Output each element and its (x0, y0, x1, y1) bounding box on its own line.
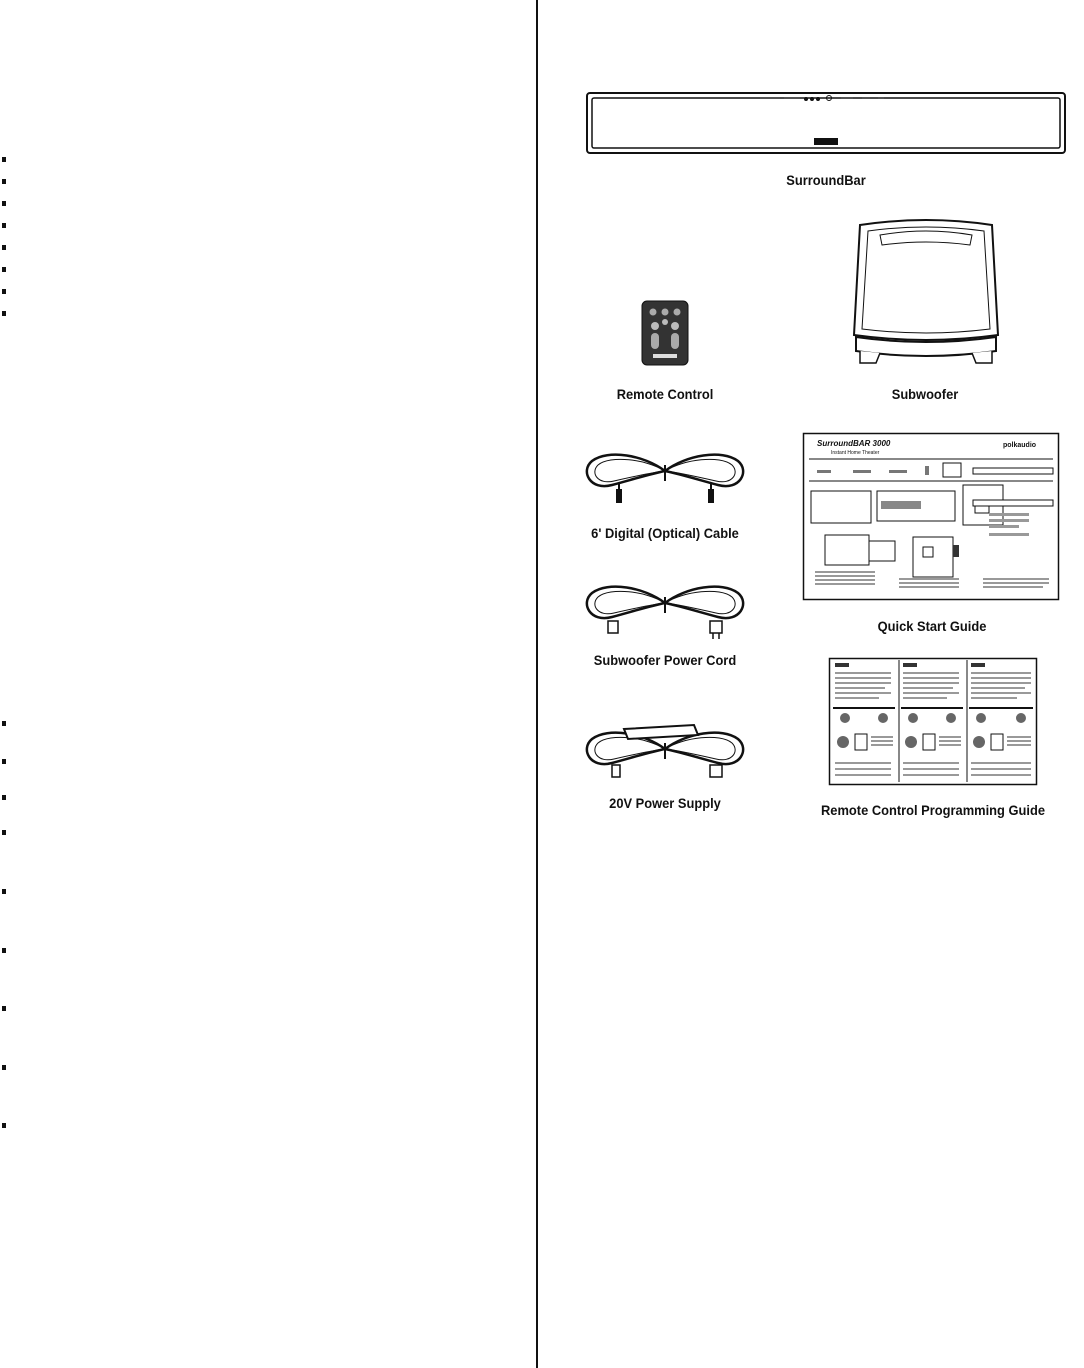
power-cord-illustration (584, 583, 746, 641)
quick-start-guide-caption: Quick Start Guide (877, 618, 987, 634)
programming-guide-illustration (829, 658, 1037, 786)
bullet (2, 889, 6, 894)
bullet (2, 830, 6, 835)
remote-control-caption: Remote Control (616, 386, 714, 402)
quick-start-guide-illustration (803, 433, 1059, 601)
bullet (2, 948, 6, 953)
bullet (2, 759, 6, 764)
bullet (2, 721, 6, 726)
bullet (2, 267, 6, 272)
surroundbar-illustration (586, 92, 1066, 156)
surroundbar-caption: SurroundBar (786, 172, 866, 188)
bullet (2, 289, 6, 294)
optical-cable-caption: 6' Digital (Optical) Cable (591, 525, 739, 541)
column-divider (536, 0, 538, 1368)
bullet (2, 157, 6, 162)
bullet (2, 179, 6, 184)
subwoofer-caption: Subwoofer (891, 386, 959, 402)
bullet (2, 1065, 6, 1070)
optical-cable-illustration (584, 451, 746, 511)
quick-start-doc-title: SurroundBAR 3000 (817, 439, 891, 448)
bullet (2, 1123, 6, 1128)
bullet (2, 223, 6, 228)
quick-start-doc-subtitle: Instant Home Theater (831, 450, 880, 456)
bullet (2, 245, 6, 250)
power-supply-caption: 20V Power Supply (609, 795, 721, 811)
bullet (2, 795, 6, 800)
subwoofer-illustration (850, 217, 1002, 367)
power-cord-caption: Subwoofer Power Cord (593, 652, 737, 668)
remote-control-illustration (641, 300, 689, 366)
bullet (2, 1006, 6, 1011)
power-supply-illustration (584, 723, 746, 783)
programming-guide-caption: Remote Control Programming Guide (821, 802, 1045, 818)
bullet (2, 311, 6, 316)
quick-start-brand: polkaudio (1003, 442, 1037, 449)
bullet (2, 201, 6, 206)
